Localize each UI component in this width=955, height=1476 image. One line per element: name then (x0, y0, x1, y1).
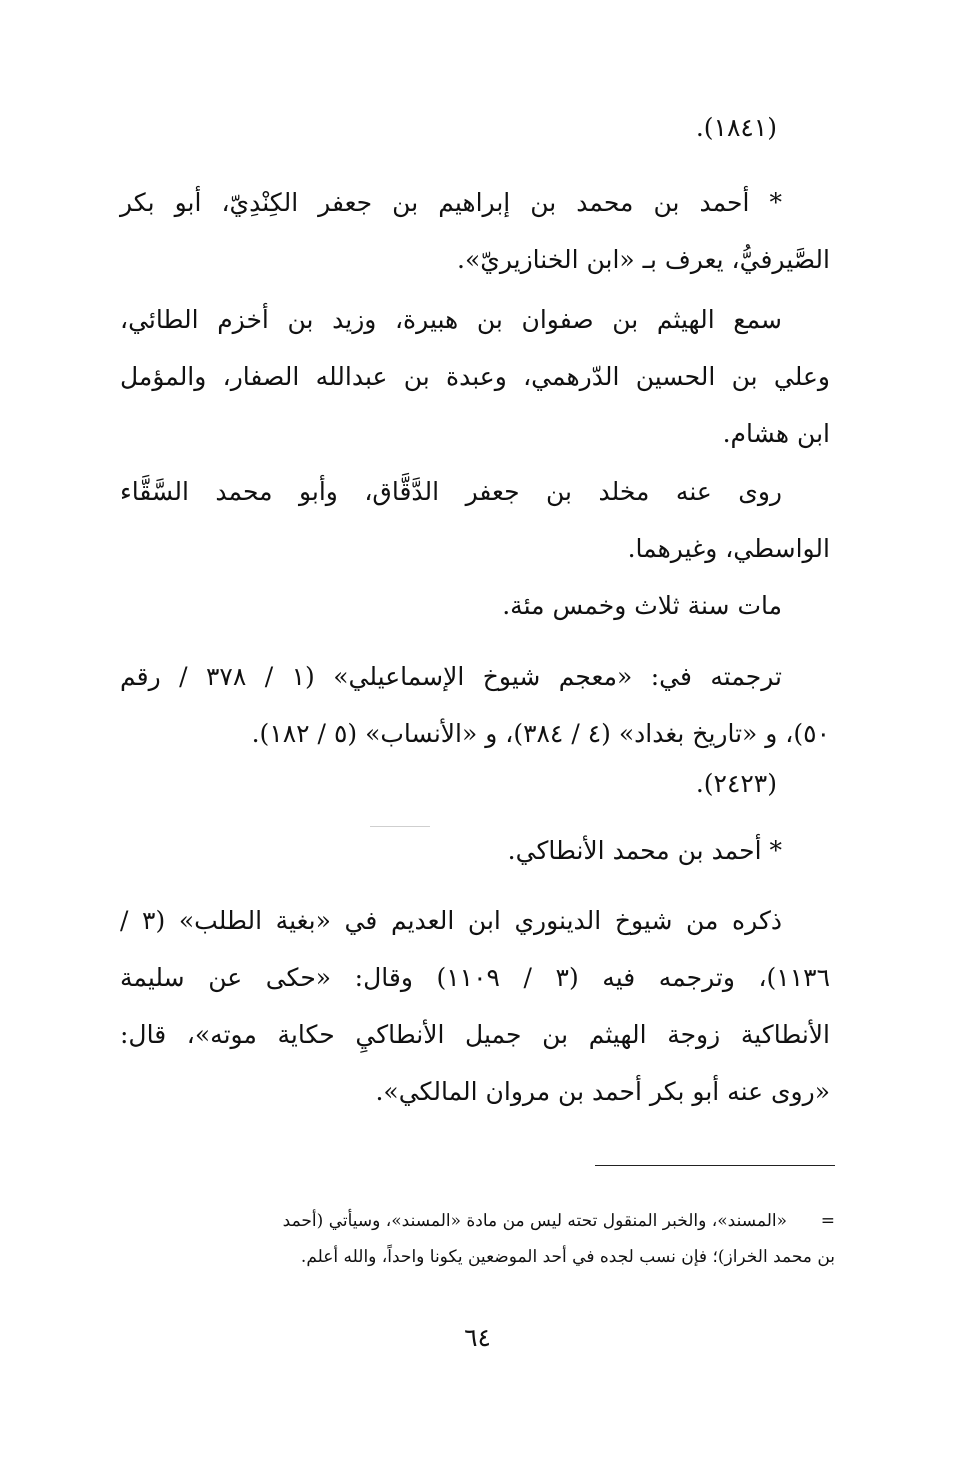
entry-1-teachers-line-3: ابن هشام. (722, 419, 830, 448)
footnote-continuation-marker: = (820, 1211, 835, 1231)
entry-1-students (120, 463, 830, 577)
page-number: ٦٤ (464, 1323, 491, 1352)
entry-1-death-line: مات سنة ثلاث وخمس مئة. (502, 591, 782, 620)
entry-2-heading-line: * أحمد بن محمد الأنطاكي. (507, 836, 782, 865)
footnote-line-1 (120, 1203, 835, 1239)
entry-2-body-line-2: ١١٣٦)، وترجمه فيه (٣ / ١١٠٩) وقال: «حكى عن سليمة (120, 963, 831, 992)
entry-1-students-line-2: الواسطي، وغيرهما. (627, 534, 830, 563)
entry-1-sources-line-1: ترجمته في: «معجم شيوخ الإسماعيلي» (١ / ٣٧٨ / رقم (120, 662, 783, 691)
entry-1-death (120, 577, 830, 634)
entry-1-teachers (120, 291, 830, 462)
footnote-separator (595, 1165, 835, 1166)
reference-number-2: (٢٤٢٣). (695, 769, 777, 798)
entry-1-teachers-line-1: سمع الهيثم بن صفوان بن هبيرة، وزيد بن أخزم الطائي، (120, 305, 782, 334)
entry-2-heading (120, 822, 830, 879)
entry-1-students-line-1: روى عنه مخلد بن جعفر الدَّقَّاق، وأبو محمد السَّقَّاء (120, 477, 782, 506)
footnote-line-1-text: «المسند»، والخبر المنقول تحته ليس من مادة «المسند»، وسيأتي (أحمد (282, 1211, 787, 1231)
entry-1-heading (120, 174, 830, 288)
entry-1-sources (120, 648, 830, 762)
reference-number-1: (١٨٤١). (695, 113, 777, 142)
entry-2-body-line-1: ذكره من شيوخ الدينوري ابن العديم في «بغية الطلب» (٣ / (120, 906, 782, 935)
entry-2-body-line-3: الأنطاكية زوجة الهيثم بن جميل الأنطاكيِ حكاية موته»، قال: (120, 1020, 830, 1049)
entry-1-heading-line-1: * أحمد بن محمد بن إبراهيم بن جعفر الكِنْدِيّ، أبو بكر (120, 188, 782, 217)
footnote-line-2: بن محمد الخراز)؛ فإن نسب لجده في أحد الموضعين يكونا واحداً، والله أعلم. (300, 1247, 835, 1267)
entry-1-sources-line-2: ٥٠)، و «تاريخ بغداد» (٤ / ٣٨٤)، و «الأنساب» (٥ / ١٨٢). (251, 719, 830, 748)
entry-2-body (120, 892, 830, 1120)
entry-1-heading-line-2: الصَّيرفيُّ، يعرف بـ «ابن الخنازيريّ». (457, 245, 830, 274)
footnote (120, 1203, 835, 1275)
entry-2-body-line-4: «روى عنه أبو بكر أحمد بن مروان المالكي». (375, 1077, 830, 1106)
entry-1-teachers-line-2: وعلي بن الحسين الدّرهمي، وعبدة بن عبدالله الصفار، والمؤمل (120, 362, 830, 391)
